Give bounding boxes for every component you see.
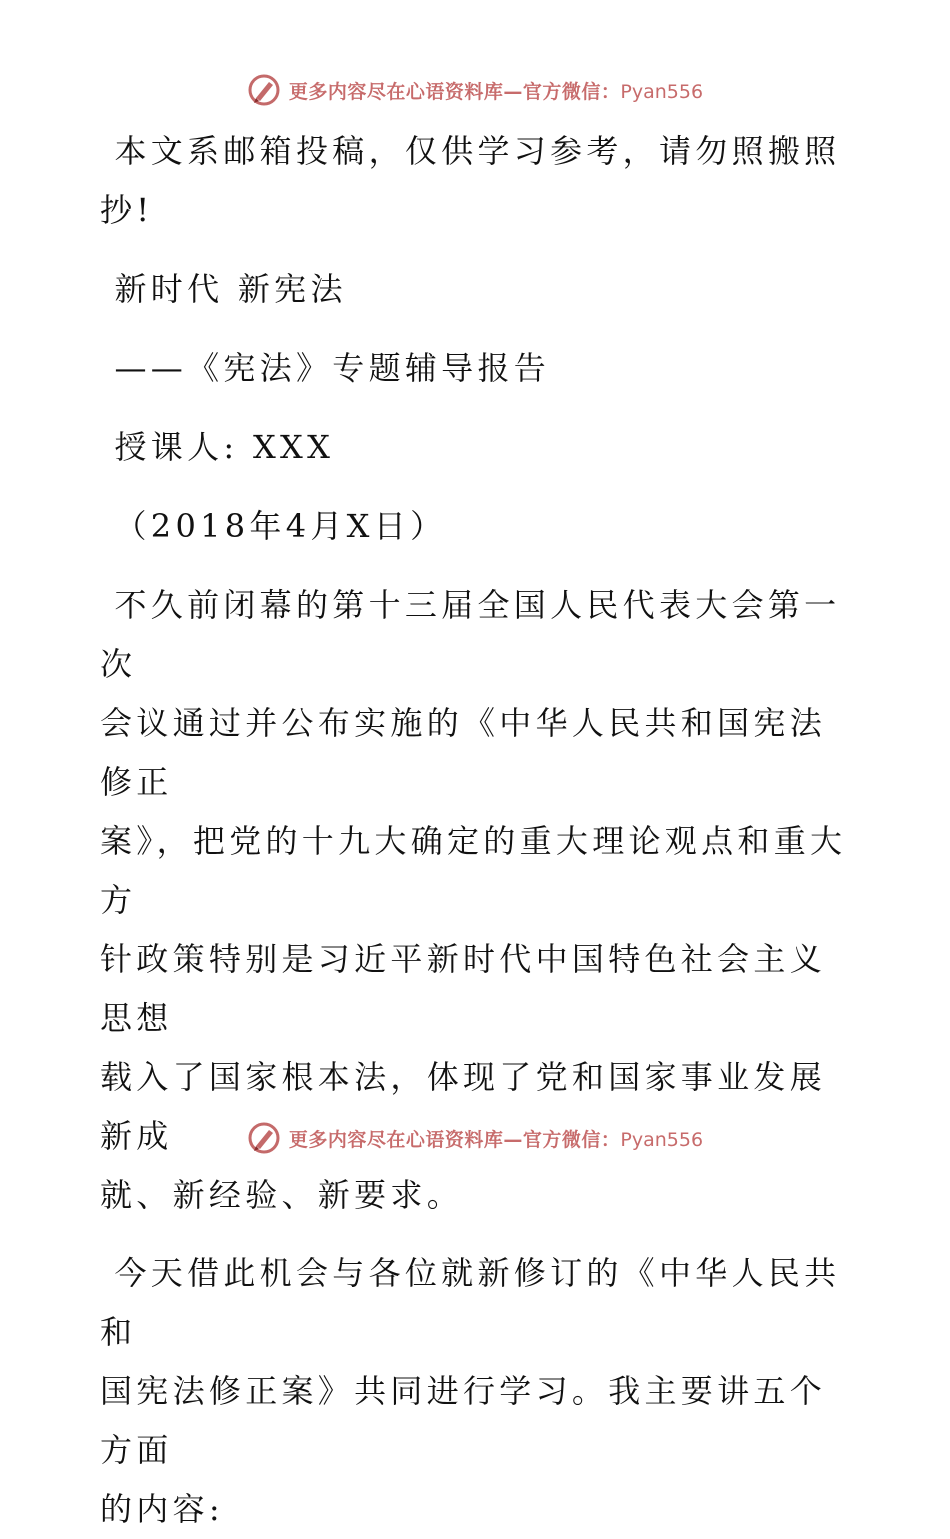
document-title: 新时代 新宪法 [100, 270, 347, 308]
pen-logo-icon [247, 1121, 281, 1155]
watermark-brand: 更多内容尽在心语资料库—官方微信： [288, 80, 621, 103]
watermark-text [289, 1125, 703, 1152]
body-paragraph-1: 不久前闭幕的第十三届全国人民代表大会第一次 会议通过并公布实施的《中华人民共和国宪法修正 案》，把党的十九大确定的重大理论观点和重大方 针政策特别是习近平新时代中国特色社会主义思想 载入了国家根本法，体现了党和国家事业发展新成 就、新经验、新要求。 [100, 586, 847, 1214]
document-body [100, 122, 860, 1539]
watermark-wechat-id: Pyan556 [620, 80, 704, 103]
date-line: （2018年4月X日） [100, 507, 447, 545]
submission-notice: 本文系邮箱投稿，仅供学习参考，请勿照搬照 抄! [100, 132, 841, 229]
pen-logo-icon [247, 73, 281, 107]
lecturer-line: 授课人: XXX [100, 428, 335, 466]
watermark-text [289, 77, 703, 104]
watermark-brand: 更多内容尽在心语资料库—官方微信： [288, 1128, 621, 1151]
header-watermark [0, 70, 950, 110]
watermark-wechat-id: Pyan556 [620, 1128, 704, 1151]
document-subtitle: ——《宪法》专题辅导报告 [100, 349, 551, 387]
body-paragraph-2: 今天借此机会与各位就新修订的《中华人民共和 国宪法修正案》共同进行学习。我主要讲五个方面 的内容: [100, 1254, 841, 1528]
footer-watermark [0, 1118, 950, 1158]
